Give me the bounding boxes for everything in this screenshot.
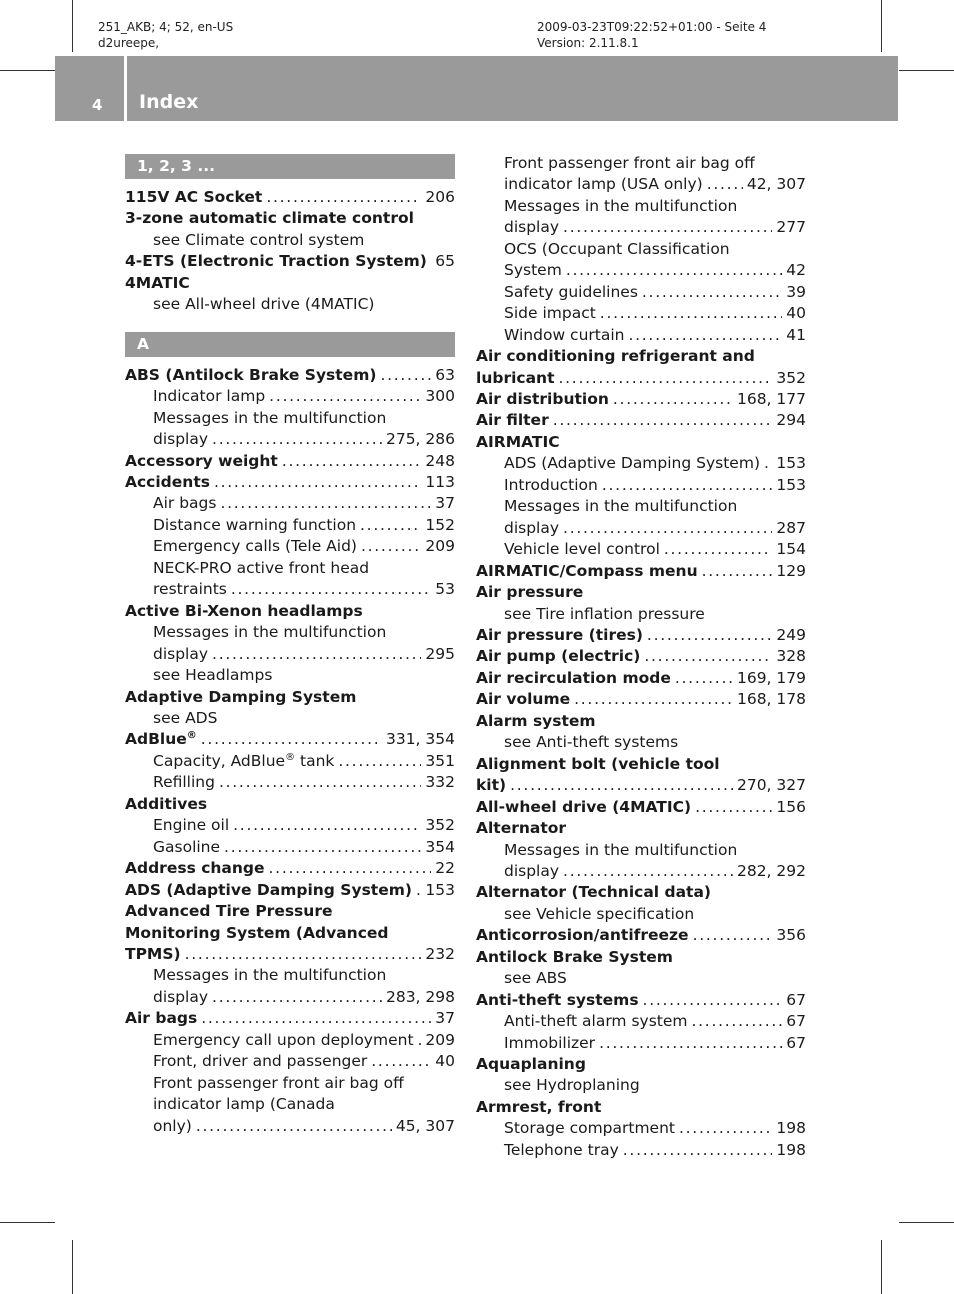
index-entry — [476, 990, 806, 1011]
entry-pages: 153 — [425, 880, 455, 899]
index-subentry: see Anti-theft systems — [504, 733, 679, 752]
leader-dots — [600, 303, 782, 324]
leader-dots — [707, 174, 743, 195]
entry-pages: 113 — [425, 472, 455, 491]
entry-pages: 295 — [425, 644, 455, 663]
leader-dots — [269, 858, 432, 879]
entry-pages: 332 — [425, 773, 455, 792]
index-entry — [476, 646, 806, 667]
index-column-left — [125, 154, 455, 1137]
leader-dots — [418, 1030, 422, 1051]
leader-dots — [702, 561, 773, 582]
index-entry — [476, 689, 806, 710]
index-subentry — [476, 475, 806, 496]
index-entry: Alternator (Technical data) — [476, 883, 712, 902]
leader-dots — [416, 880, 421, 901]
index-entry — [125, 472, 455, 493]
leader-dots — [644, 646, 772, 667]
index-subentry — [125, 579, 455, 600]
entry-text: Address change — [125, 859, 265, 878]
entry-text: Anti-theft systems — [476, 990, 639, 1009]
meta-timestamp: 2009-03-23T09:22:52+01:00 - Seite 4 — [537, 20, 767, 34]
leader-dots — [679, 1118, 772, 1139]
entry-text: ABS (Antilock Brake System) — [125, 365, 377, 384]
entry-pages: 153 — [776, 475, 806, 494]
entry-text: 4-ETS (Electronic Traction System) — [125, 252, 427, 271]
leader-dots — [664, 539, 773, 560]
leader-dots — [220, 493, 431, 514]
index-subentry: see ADS — [153, 708, 218, 727]
leader-dots — [692, 1011, 783, 1032]
index-subentry: see All-wheel drive (4MATIC) — [153, 295, 375, 314]
entry-pages: 351 — [425, 751, 455, 770]
entry-text: Introduction — [504, 475, 598, 494]
leader-dots — [563, 518, 772, 539]
entry-text: 115V AC Socket — [125, 188, 263, 206]
leader-dots — [231, 579, 431, 600]
leader-dots — [599, 1033, 782, 1054]
entry-pages: 282, 292 — [736, 861, 806, 880]
entry-pages: 65 — [435, 252, 455, 271]
section-heading-123: 1, 2, 3 ... — [125, 154, 455, 179]
entry-text: Anticorrosion/antifreeze — [476, 926, 689, 945]
entry-label: AdBlue — [125, 730, 187, 749]
index-entry — [125, 858, 455, 879]
entry-pages: 22 — [435, 859, 455, 878]
index-entry — [476, 561, 806, 582]
entry-text: All-wheel drive (4MATIC) — [476, 797, 692, 816]
index-subentry: see Tire inflation pressure — [504, 604, 705, 623]
entry-text: ADS (Adaptive Damping System) — [125, 880, 412, 899]
leader-dots — [212, 987, 382, 1008]
index-entry — [125, 187, 455, 208]
entry-text: Immobilizer — [504, 1033, 596, 1052]
index-subentry — [125, 644, 455, 665]
entry-pages: 352 — [425, 816, 455, 835]
entry-pages: 67 — [786, 1033, 806, 1052]
entry-text: Window curtain — [504, 325, 625, 344]
entry-text: Storage compartment — [504, 1119, 675, 1138]
index-subentry — [125, 386, 455, 407]
leader-dots — [361, 536, 421, 557]
index-subentry: Messages in the multifunction — [153, 408, 387, 427]
entry-text: Emergency call upon deployment — [153, 1030, 414, 1049]
leader-dots — [282, 451, 422, 472]
index-subentry — [125, 429, 455, 450]
entry-text: display — [504, 518, 560, 537]
entry-text: Air volume — [476, 690, 571, 709]
entry-pages: 206 — [425, 188, 455, 206]
index-subentry — [125, 751, 455, 772]
index-entry — [476, 389, 806, 410]
entry-pages: 169, 179 — [736, 668, 806, 687]
print-meta-left — [98, 19, 233, 51]
entry-pages: 352 — [776, 368, 806, 387]
index-subentry: NECK-PRO active front head — [153, 558, 370, 577]
leader-dots — [623, 1140, 773, 1161]
index-column-right — [476, 153, 806, 1161]
index-subentry: see Hydroplaning — [504, 1076, 640, 1095]
index-subentry: see Headlamps — [153, 666, 273, 685]
leader-dots — [212, 429, 382, 450]
leader-dots — [212, 644, 421, 665]
leader-dots — [647, 625, 772, 646]
index-subentry — [125, 987, 455, 1008]
index-subentry — [476, 1140, 806, 1161]
entry-pages: 42 — [786, 261, 806, 280]
entry-pages: 283, 298 — [385, 987, 455, 1006]
leader-dots — [185, 944, 422, 965]
index-entry — [125, 1008, 455, 1029]
leader-dots — [510, 775, 733, 796]
index-entry — [476, 668, 806, 689]
entry-text: Vehicle level control — [504, 540, 660, 559]
entry-pages: 53 — [435, 580, 455, 599]
entry-pages: 37 — [435, 1009, 455, 1028]
leader-dots — [360, 515, 421, 536]
leader-dots — [196, 1116, 392, 1137]
crop-mark — [0, 1222, 55, 1223]
index-entry — [125, 944, 455, 965]
entry-text: Air bags — [125, 1009, 198, 1028]
entry-pages: 354 — [425, 837, 455, 856]
leader-dots — [643, 990, 783, 1011]
leader-dots — [338, 751, 421, 772]
entry-text: Gasoline — [153, 837, 221, 856]
entry-pages: 40 — [435, 1052, 455, 1071]
print-meta-right — [537, 19, 766, 51]
crop-mark — [72, 1240, 73, 1294]
index-entry — [476, 925, 806, 946]
entry-label-suffix: tank — [295, 751, 335, 770]
index-entry: Monitoring System (Advanced — [125, 923, 389, 942]
index-entry — [476, 775, 806, 796]
index-subentry — [476, 1033, 806, 1054]
index-subentry: see Vehicle specification — [504, 904, 695, 923]
leader-dots — [269, 386, 421, 407]
entry-text — [125, 729, 197, 750]
entry-text: Anti-theft alarm system — [504, 1012, 688, 1031]
entry-text: ADS (Adaptive Damping System) — [504, 454, 760, 473]
index-entry: Armrest, front — [476, 1097, 602, 1116]
leader-dots — [233, 815, 421, 836]
entry-pages: 40 — [786, 304, 806, 323]
entry-text: Refilling — [153, 773, 215, 792]
index-subentry — [476, 453, 806, 474]
entry-text: display — [153, 644, 209, 663]
leader-dots — [602, 475, 773, 496]
index-subentry — [125, 1030, 455, 1051]
entry-text: Distance warning function — [153, 515, 357, 534]
leader-dots — [559, 368, 773, 389]
entry-pages: 209 — [425, 1030, 455, 1049]
entry-text: Emergency calls (Tele Aid) — [153, 537, 357, 556]
entry-pages: 63 — [435, 365, 455, 384]
leader-dots — [563, 861, 733, 882]
leader-dots — [201, 1008, 431, 1029]
crop-mark — [0, 70, 55, 71]
entry-text: only) — [153, 1116, 192, 1135]
meta-version: Version: 2.11.8.1 — [537, 36, 639, 50]
leader-dots — [563, 217, 772, 238]
entry-text: display — [504, 861, 560, 880]
index-entry: 3-zone automatic climate control — [125, 209, 414, 228]
index-entry: Air conditioning refrigerant and — [476, 347, 755, 366]
index-subentry — [476, 325, 806, 346]
registered-mark: ® — [285, 751, 296, 763]
leader-dots — [628, 325, 782, 346]
index-entry — [476, 410, 806, 431]
leader-dots — [380, 365, 431, 386]
index-subentry: Front passenger front air bag off — [153, 1073, 404, 1092]
entry-pages: 198 — [776, 1119, 806, 1138]
registered-mark: ® — [186, 730, 197, 742]
index-subentry: see Climate control system — [153, 230, 365, 249]
leader-dots — [693, 925, 773, 946]
entry-text: TPMS) — [125, 944, 181, 963]
index-subentry — [476, 303, 806, 324]
index-entry: Antilock Brake System — [476, 947, 673, 966]
index-entry — [125, 729, 455, 750]
entry-pages: 67 — [786, 1012, 806, 1031]
entry-text: Indicator lamp — [153, 387, 266, 406]
crop-mark — [881, 0, 882, 52]
section-heading-a: A — [125, 332, 455, 357]
entry-text: Accessory weight — [125, 451, 278, 470]
entry-text: Side impact — [504, 304, 596, 323]
crop-mark — [72, 0, 73, 52]
index-subentry — [125, 1051, 455, 1072]
entry-pages: 249 — [776, 625, 806, 644]
leader-dots — [371, 1051, 431, 1072]
leader-dots — [642, 282, 782, 303]
index-subentry: indicator lamp (Canada — [153, 1095, 335, 1114]
entry-text: lubricant — [476, 368, 555, 387]
entry-pages: 277 — [776, 218, 806, 237]
entry-text: indicator lamp (USA only) — [504, 175, 703, 194]
leader-dots — [613, 389, 733, 410]
index-subentry — [476, 174, 806, 195]
page-number: 4 — [92, 96, 103, 114]
crop-mark — [899, 1222, 954, 1223]
index-entry: Alternator — [476, 819, 567, 838]
leader-dots — [266, 187, 421, 208]
leader-dots — [553, 410, 773, 431]
entry-pages: 168, 177 — [736, 389, 806, 408]
entry-pages: 37 — [435, 494, 455, 513]
index-subentry — [125, 815, 455, 836]
index-entry: AIRMATIC — [476, 432, 560, 451]
page-title: Index — [139, 91, 199, 113]
entry-text: Air filter — [476, 411, 549, 430]
entry-text: Air pump (electric) — [476, 647, 641, 666]
entry-text: Air bags — [153, 494, 217, 513]
entry-pages: 39 — [786, 282, 806, 301]
leader-dots — [201, 729, 382, 750]
entry-pages: 45, 307 — [395, 1116, 455, 1135]
index-subentry — [476, 539, 806, 560]
entry-text: Safety guidelines — [504, 282, 638, 301]
entry-text: display — [153, 430, 209, 449]
index-subentry — [476, 518, 806, 539]
leader-dots — [764, 453, 772, 474]
index-subentry: Messages in the multifunction — [504, 840, 738, 859]
entry-pages: 168, 178 — [736, 690, 806, 709]
meta-user: d2ureepe, — [98, 36, 160, 50]
entry-pages: 232 — [425, 944, 455, 963]
entry-pages: 153 — [776, 454, 806, 473]
entry-text: Telephone tray — [504, 1140, 619, 1159]
crop-mark — [899, 70, 954, 71]
entry-pages: 41 — [786, 325, 806, 344]
index-entry: Air pressure — [476, 583, 584, 602]
entry-pages: 270, 327 — [736, 776, 806, 795]
entry-text: AIRMATIC/Compass menu — [476, 561, 698, 580]
header-divider — [124, 56, 127, 121]
entry-pages: 331, 354 — [385, 730, 455, 749]
index-subentry — [125, 515, 455, 536]
index-entry — [476, 368, 806, 389]
entry-pages: 154 — [776, 540, 806, 559]
entry-pages: 67 — [786, 990, 806, 1009]
leader-dots — [224, 837, 421, 858]
index-subentry — [476, 217, 806, 238]
meta-job: 251_AKB; 4; 52, en-US — [98, 20, 234, 34]
leader-dots — [695, 797, 772, 818]
entry-text: Air pressure (tires) — [476, 625, 643, 644]
entry-text: Accidents — [125, 472, 210, 491]
entry-pages: 294 — [776, 411, 806, 430]
entry-pages: 287 — [776, 518, 806, 537]
index-entry — [125, 251, 455, 272]
entry-text: display — [153, 987, 209, 1006]
entry-pages: 356 — [776, 926, 806, 945]
entry-pages: 198 — [776, 1140, 806, 1159]
entry-pages: 328 — [776, 647, 806, 666]
index-subentry: Messages in the multifunction — [153, 966, 387, 985]
entry-pages: 152 — [425, 515, 455, 534]
entry-text: Air distribution — [476, 389, 609, 408]
entry-pages: 300 — [425, 387, 455, 406]
index-subentry: Messages in the multifunction — [153, 623, 387, 642]
entry-pages: 275, 286 — [385, 430, 455, 449]
index-subentry — [476, 861, 806, 882]
index-entry: Additives — [125, 794, 208, 813]
index-entry: Advanced Tire Pressure — [125, 902, 333, 921]
entry-pages: 129 — [776, 561, 806, 580]
entry-text — [153, 751, 334, 772]
entry-text: Engine oil — [153, 816, 230, 835]
entry-pages: 209 — [425, 537, 455, 556]
index-subentry — [125, 536, 455, 557]
entry-text: kit) — [476, 776, 507, 795]
entry-label: Capacity, AdBlue — [153, 751, 286, 770]
index-subentry — [125, 772, 455, 793]
leader-dots — [214, 472, 421, 493]
leader-dots — [675, 668, 733, 689]
index-subentry — [476, 1011, 806, 1032]
index-subentry: Messages in the multifunction — [504, 196, 738, 215]
leader-dots — [574, 689, 733, 710]
entry-text: Front, driver and passenger — [153, 1052, 368, 1071]
entry-pages: 248 — [425, 451, 455, 470]
crop-mark — [881, 1240, 882, 1294]
index-subentry — [125, 837, 455, 858]
entry-text: restraints — [153, 580, 227, 599]
index-subentry: OCS (Occupant Classification — [504, 239, 730, 258]
index-subentry — [125, 1116, 455, 1137]
index-entry: Aquaplaning — [476, 1055, 586, 1074]
index-entry: Alignment bolt (vehicle tool — [476, 754, 720, 773]
index-subentry — [125, 493, 455, 514]
entry-pages: 42, 307 — [746, 175, 806, 194]
entry-pages: 156 — [776, 797, 806, 816]
entry-text: Air recirculation mode — [476, 668, 671, 687]
entry-text: display — [504, 218, 560, 237]
index-subentry: Front passenger front air bag off — [504, 154, 755, 172]
index-subentry — [476, 1118, 806, 1139]
index-subentry — [476, 260, 806, 281]
index-entry: Adaptive Damping System — [125, 687, 357, 706]
index-subentry — [476, 282, 806, 303]
index-entry: Alarm system — [476, 711, 596, 730]
index-entry — [476, 625, 806, 646]
leader-dots — [219, 772, 421, 793]
leader-dots — [566, 260, 782, 281]
index-entry — [125, 365, 455, 386]
index-entry: Active Bi-Xenon headlamps — [125, 601, 363, 620]
index-entry: 4MATIC — [125, 273, 190, 292]
entry-text: System — [504, 261, 562, 280]
index-entry — [476, 797, 806, 818]
index-entry — [125, 880, 455, 901]
index-subentry: see ABS — [504, 969, 567, 988]
index-subentry: Messages in the multifunction — [504, 497, 738, 516]
index-entry — [125, 451, 455, 472]
